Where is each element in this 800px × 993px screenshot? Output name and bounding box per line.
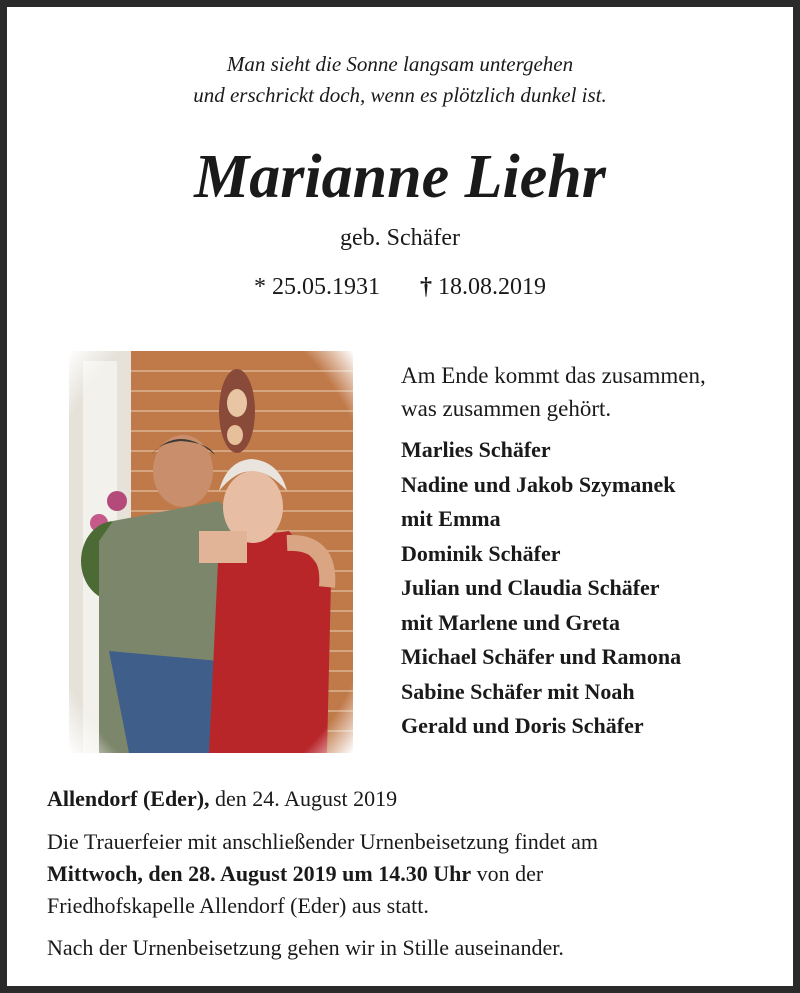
place: Allendorf (Eder), — [47, 786, 210, 811]
couple-photo — [69, 351, 353, 753]
mourners-list — [401, 433, 781, 744]
mourner: mit Emma — [401, 506, 501, 531]
mourner: Julian und Claudia Schäfer — [401, 575, 660, 600]
mourner: Dominik Schäfer — [401, 540, 561, 566]
mourner: Sabine Schäfer mit Noah — [401, 678, 635, 704]
quote-line-2: und erschrickt doch, wenn es plötzlich dunkel ist. — [193, 83, 607, 107]
ceremony-line-3: Friedhofskapelle Allendorf (Eder) aus statt. — [47, 893, 429, 918]
saying-line-2: was zusammen gehört. — [401, 396, 612, 421]
opening-quote — [7, 49, 793, 111]
closing-line: Nach der Urnenbeisetzung gehen wir in Stille auseinander. — [47, 935, 564, 960]
announcement-text — [47, 783, 787, 964]
death-date: 18.08.2019 — [438, 274, 546, 300]
ceremony-time: Mittwoch, den 28. August 2019 um 14.30 Uhr — [47, 861, 472, 886]
place-date-line — [47, 783, 787, 815]
right-column — [401, 359, 781, 744]
saying — [401, 359, 781, 425]
birth-name: geb. Schäfer — [340, 225, 460, 251]
birth-date: * 25.05.1931 — [254, 274, 380, 300]
mourner: Nadine und Jakob Szymanek — [401, 471, 676, 497]
mourner: Gerald und Doris Schäfer — [401, 713, 644, 738]
ceremony-paragraph — [47, 826, 787, 922]
ceremony-line-1: Die Trauerfeier mit anschließender Urnenbeisetzung findet am — [47, 829, 599, 854]
ceremony-line-2-rest: von der — [476, 861, 544, 886]
mourner: mit Marlene und Greta — [401, 609, 620, 635]
deceased-name: Marianne Liehr — [194, 143, 606, 211]
cross-icon: † — [420, 274, 432, 300]
mourner: Michael Schäfer und Ramona — [401, 644, 682, 669]
saying-line-1: Am Ende kommt das zusammen, — [401, 363, 706, 388]
quote-line-1: Man sieht die Sonne langsam untergehen — [226, 52, 574, 76]
date: den 24. August 2019 — [215, 786, 398, 811]
mourner: Marlies Schäfer — [401, 437, 551, 462]
life-dates — [7, 274, 793, 301]
